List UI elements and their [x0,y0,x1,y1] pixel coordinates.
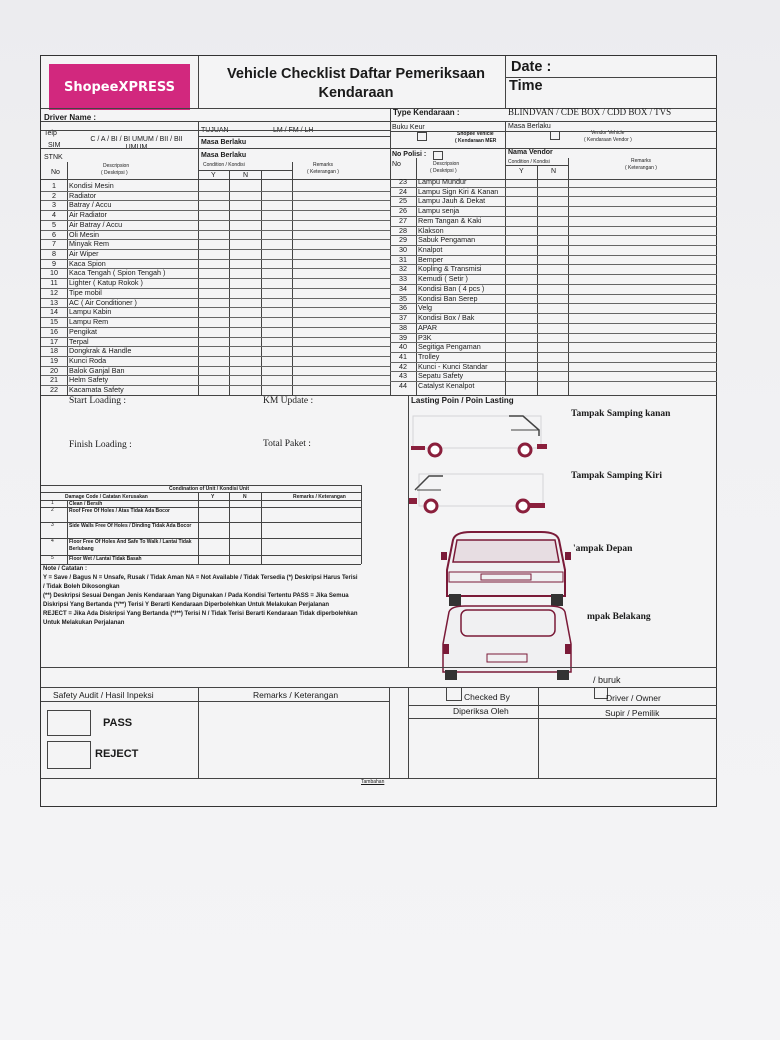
kendaraan-ber-label: ( Kendaraan MER [455,138,497,144]
notes-line-6: Untuk Melakukan Perjalanan [43,620,125,626]
row-number: 26 [399,206,407,216]
checklist-row [41,268,390,278]
checklist-row [390,284,717,294]
checklist-row [390,177,717,187]
shopee-vehicle-checkbox[interactable] [417,132,427,141]
row-description: Kacamata Safety [69,385,124,395]
row-number: 29 [399,235,407,245]
checklist-row [390,264,717,274]
no-polisi-label: No Polisi : [392,151,427,158]
row-number: 3 [52,200,56,210]
row-description: Lampu Jauh & Dekat [418,196,486,206]
row-description: Kaca Tengah ( Spion Tengah ) [69,268,166,278]
unit-remarks-header: Remarks / Keterangan [293,494,346,500]
sim-label: SIM [48,142,61,149]
row-description: Helm Safety [69,375,109,385]
row-description: Air Wiper [69,249,99,259]
finish-loading-label: Finish Loading : [69,440,132,450]
row-description: Kopling & Transmisi [418,264,482,274]
row-description: Lampu Mundur [418,177,467,186]
checklist-row [41,249,390,259]
no-header-left: No [51,169,60,176]
masa-berlaku-keur: Masa Berlaku [508,123,551,130]
unit-row-description: Roof Free Of Holes / Atas Tidak Ada Bocor [69,508,170,514]
n-header-left: N [243,172,249,179]
checklist-row [41,259,390,269]
row-number: 4 [52,210,56,220]
supir-pemilik-label: Supir / Pemilik [605,708,660,718]
driver-owner-label: Driver / Owner [606,693,661,703]
kendaraan-vendor-label: ( Kendaraan Vendor ) [584,137,632,143]
row-description: APAR [418,322,438,332]
checklist-row [390,216,717,226]
keterangan-header-right: ( Keterangan ) [625,165,657,171]
row-description: Dongkrak & Handle [69,346,132,356]
row-number: 14 [50,307,58,317]
checklist-row [41,337,390,347]
checklist-row [390,323,717,333]
row-number: 22 [50,385,58,395]
van-left-side-diagram [409,468,559,518]
checklist-row [41,200,390,210]
checklist-row [41,191,390,201]
checklist-row [390,206,717,216]
row-description: Lampu Kabin [69,307,112,317]
row-description: Air Radiator [69,210,107,220]
checklist-row [41,356,390,366]
unit-row-description: Floor Wet / Lantai Tidak Basah [69,556,142,562]
row-description: Kunci - Kunci Standar [418,361,488,371]
row-description: Rem Tangan & Kaki [418,215,482,225]
row-description: Sepatu Safety [418,371,464,381]
row-number: 32 [399,264,407,274]
shopee-vehicle-label: Shopee Vehicle [457,131,494,137]
reject-checkbox[interactable] [47,741,91,769]
keterangan-header-left: ( Keterangan ) [307,169,339,175]
row-description: Terpal [69,336,89,346]
condition-header-right: Condition / Kondisi [508,159,550,165]
row-description: Catalyst Kenalpot [418,381,475,391]
row-number: 8 [52,249,56,259]
row-number: 23 [399,177,407,186]
row-number: 18 [50,346,58,356]
van-right-side-diagram [411,408,561,460]
total-paket-label: Total Paket : [263,439,311,449]
checklist-row [41,317,390,327]
row-description: Minyak Rem [69,239,109,249]
checked-by-label: Checked By [464,692,510,702]
checklist-row [390,313,717,323]
row-number: 40 [399,342,407,352]
type-kendaraan-label: Type Kendaraan : [393,108,460,117]
checklist-row [41,346,390,356]
notes-line-3: (**) Deskripsi Sesuai Dengan Jenis Kendaraan Yang Digunakan / Pada Kondisi Tertentu PASS = Jika Semua [43,593,349,599]
row-description: Knalpot [418,245,443,255]
row-number: 19 [50,355,58,365]
checklist-row [390,245,717,255]
checklist-row [390,342,717,352]
notes-line-4: Diskripsi Yang Bertanda (*/**) Terisi Y Berarti Kendaraan Diperbolehkan Untuk Melakukan Perjalanan [43,602,329,608]
y-header-left: Y [211,172,216,179]
row-number: 20 [50,365,58,375]
row-description: Kemudi ( Setir ) [418,274,468,284]
checklist-row [390,371,717,381]
time-label: Time [509,78,543,94]
row-number: 38 [399,322,407,332]
checklist-row [41,239,390,249]
row-description: Velg [418,303,432,313]
descripsion-header-left: Descripsion [103,163,130,169]
safety-audit-label: Safety Audit / Hasil Inpeksi [53,690,154,700]
checklist-row [390,333,717,343]
row-number: 13 [50,297,58,307]
checklist-row [390,226,717,236]
deskripsi-header-right: ( Deskripsi ) [430,168,457,174]
tampak-samping-kiri-label: Tampak Samping Kiri [571,471,662,481]
buruk-label: / buruk [593,675,621,685]
lasting-poin-title: Lasting Poin / Poin Lasting [411,396,514,405]
row-number: 24 [399,186,407,196]
van-front-diagram [441,530,573,612]
row-number: 39 [399,332,407,342]
start-loading-label: Start Loading : [69,396,126,406]
checklist-row [41,181,390,191]
row-description: Tipe mobil [69,287,102,297]
row-description: Kondisi Ban ( 4 pcs ) [418,283,485,293]
checked-by-checkbox[interactable] [446,687,462,701]
row-description: Segitiga Pengaman [418,342,481,352]
row-description: Lampu Rem [69,317,109,327]
row-number: 35 [399,293,407,303]
tampak-samping-kanan-label: Tampak Samping kanan [571,409,671,419]
remarks-header-left: Remarks [313,162,334,168]
checklist-row [41,230,390,240]
checklist-row [41,288,390,298]
row-description: Balok Ganjal Ban [69,365,125,375]
sim-types: C / A / BI / BI UMUM / BII / BII UMUM [90,136,183,151]
row-number: 34 [399,283,407,293]
row-description: Air Batray / Accu [69,219,123,229]
row-description: Kondisi Ban Serep [418,293,478,303]
row-description: Kondisi Box / Bak [418,313,475,323]
row-description: Oli Mesin [69,229,99,239]
n-header-right: N [551,168,557,175]
driver-name-label: Driver Name : [44,113,97,122]
vendor-vehicle-label: Vendor Vehicle [591,130,625,136]
row-number: 41 [399,351,407,361]
row-number: 9 [52,258,56,268]
row-description: Lampu senja [418,206,460,216]
tujuan-label: TUJUAN [201,127,229,134]
y-header-right: Y [519,168,524,175]
notes-title: Note / Catatan : [43,566,88,572]
unit-n-header: N [243,494,247,500]
checklist-row [390,235,717,245]
checklist-row [390,294,717,304]
condition-header-left: Condition / Kondisi [203,162,245,168]
checklist-row [390,381,717,391]
shopee-xpress-logo: ShopeeXPRESS [49,64,190,110]
row-number: 25 [399,196,407,206]
deskripsi-header-left: ( Deskripsi ) [101,170,128,176]
diperiksa-oleh-label: Diperiksa Oleh [453,706,509,716]
row-description: Trolley [418,351,440,361]
km-update-label: KM Update : [263,396,314,406]
row-number: 7 [52,239,56,249]
row-description: Sabuk Pengaman [418,235,476,245]
masa-berlaku-stnk: Masa Berlaku [201,152,247,159]
checklist-row [41,327,390,337]
notes-line-5: REJECT = Jika Ada Diskripsi Yang Bertanda (*/**) Terisi N / Tidak Terisi Berarti Kendaraan Tidak diperbolehkan [43,611,358,617]
checklist-row [41,307,390,317]
row-number: 6 [52,229,56,239]
descripsion-header-right: Descripsion [433,161,460,167]
row-description: Batray / Accu [69,200,112,210]
nama-vendor-label: Nama Vendor [508,149,553,156]
row-description: AC ( Air Conditioner ) [69,297,137,307]
row-number: 15 [50,317,58,327]
row-number: 21 [50,375,58,385]
telp-label: Telp [44,130,57,137]
unit-condition-title: Condination of Unit / Kondisi Unit [169,486,249,492]
checklist-row [41,385,390,395]
row-number: 36 [399,303,407,313]
masa-berlaku-sim: Masa Berlaku [201,139,247,146]
date-label: Date : [511,59,552,75]
row-number: 11 [50,278,58,288]
checklist-row [390,196,717,206]
unit-row-description: Floor Free Of Holes And Safe To Walk / Lantai Tidak Berlubang [69,539,192,552]
pass-label: PASS [103,717,133,729]
row-number: 2 [52,190,56,200]
row-number: 31 [399,254,407,264]
unit-row-description: Side Walls Free Of Holes / Dinding Tidak Ada Bocor [69,523,192,529]
row-description: Klakson [418,225,444,235]
remarks-footer-label: Remarks / Keterangan [253,690,339,700]
row-number: 44 [399,381,407,391]
no-header-right: No [392,161,401,168]
checklist-row [41,375,390,385]
type-options: BLINDVAN / CDE BOX / CDD BOX / TVS [508,107,672,117]
notes-line-1: Y = Save / Bagus N = Unsafe, Rusak / Tidak Aman NA = Not Available / Tidak Tersedia (*) Deskripsi Harus Terisi [43,575,358,581]
unit-row-number: 4 [51,538,54,544]
form-title: Vehicle Checklist Daftar Pemeriksaan Kendaraan [227,66,485,101]
checklist-row [41,210,390,220]
unit-row-description: Clean / Bersih [69,501,103,507]
row-number: 42 [399,361,407,371]
van-rear-diagram [439,604,579,684]
damage-code-header: Damage Code / Catatan Kerusakan [65,494,148,500]
row-number: 1 [52,181,56,190]
vehicle-checklist-form [40,55,717,807]
unit-row-number: 5 [51,555,54,561]
lm-fm-lh-label: LM / FM / LH [273,127,314,134]
row-number: 16 [50,326,58,336]
row-description: Kunci Roda [69,355,107,365]
unit-row-number: 1 [51,500,54,506]
row-description: Kondisi Mesin [69,181,114,190]
stnk-label: STNK [44,154,63,161]
row-description: Lampu Sign Kiri & Kanan [418,186,499,196]
checklist-row [390,274,717,284]
row-number: 5 [52,219,56,229]
checklist-row [390,255,717,265]
unit-row-number: 2 [51,507,54,513]
row-number: 12 [50,287,58,297]
reject-label: REJECT [95,748,139,760]
row-number: 43 [399,371,407,381]
row-number: 17 [50,336,58,346]
tambahan-label: Tambahan [361,779,385,785]
row-number: 30 [399,245,407,255]
checklist-row [41,298,390,308]
checklist-row [41,220,390,230]
row-number: 33 [399,274,407,284]
checklist-row [390,352,717,362]
notes-line-2: / Tidak Boleh Dikosongkan [43,584,120,590]
row-number: 37 [399,313,407,323]
row-number: 28 [399,225,407,235]
vendor-vehicle-checkbox[interactable] [550,131,560,140]
tampak-belakang-label: mpak Belakang [587,612,651,622]
unit-y-header: Y [211,494,215,500]
no-polisi-checkbox[interactable] [433,151,443,160]
tampak-depan-label: 'ampak Depan [573,544,633,554]
checklist-row [390,187,717,197]
buku-keur-label: Buku Keur [392,124,425,131]
row-description: Lighter ( Katup Rokok ) [69,278,143,288]
unit-row-number: 3 [51,522,54,528]
checklist-row [390,303,717,313]
checklist-row [41,366,390,376]
remarks-header-right: Remarks [631,158,652,164]
row-description: Radiator [69,190,97,200]
row-description: Kaca Spion [69,258,106,268]
row-description: Pengikat [69,326,97,336]
row-number: 27 [399,215,407,225]
row-description: Bemper [418,254,444,264]
pass-checkbox[interactable] [47,710,91,736]
row-description: P3K [418,332,432,342]
checklist-row [41,278,390,288]
row-number: 10 [50,268,58,278]
checklist-row [390,362,717,372]
